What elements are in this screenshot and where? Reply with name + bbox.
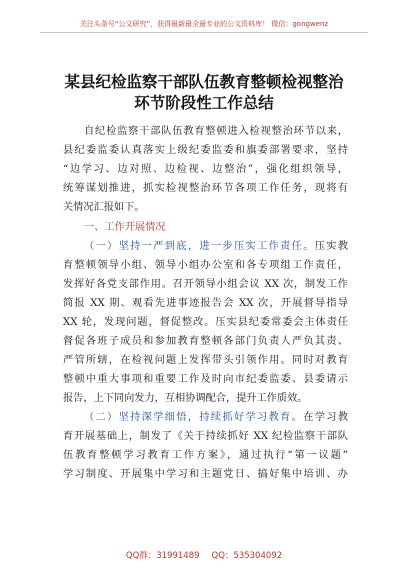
document-title-line-2: 环节阶段性工作总结 xyxy=(134,94,274,112)
item-2-line: 伍教育整顿学习教育工作方案》，通过执行“第一议题” xyxy=(63,450,348,461)
item-2-lead-line xyxy=(84,411,348,425)
intro-line: 统筹谋划推进，抓实检视整治环节各项工作任务，现将有 xyxy=(63,183,348,194)
intro-line: 县纪委监委认真落实上级纪委监委和旗委部署要求，坚持 xyxy=(63,145,348,156)
item-1-line: 报告，上下同向发力，互相协调配合，提升工作质效。 xyxy=(63,393,308,404)
item-1-subheading: （一）坚持一严到底，进一步压实工作责任。 xyxy=(84,241,315,252)
footer-qq-group: QQ群：31991489 xyxy=(125,551,200,561)
item-1-line: 督促各班子成员和参加教育整顿各部门负责人严负其责、 xyxy=(63,336,348,347)
item-2-line: 学习制度、开展集中学习和主题党日、搞好集中培训、办 xyxy=(63,469,348,480)
section-heading: 一、工作开展情况 xyxy=(84,222,166,233)
item-2-lead-rest: 在学习教 xyxy=(303,412,349,423)
item-1-line: 育整顿领导小组、领导小组办公室和各专项组工作责任， xyxy=(63,260,348,271)
item-1-lead-line xyxy=(84,240,348,254)
item-2-line: 育开展基础上，制发了《关于持续抓好 XX 纪检监察干部队 xyxy=(63,431,348,442)
document-title-line-1: 某县纪检监察干部队伍教育整顿检视整治 xyxy=(64,73,344,91)
item-1-lead-rest: 压实教 xyxy=(314,241,349,252)
intro-line: 自纪检监察干部队伍教育整顿进入检视整治环节以来， xyxy=(84,126,348,137)
header-banner: 关注头条号“公文研究”，获得最新最全最专业的公文资料库！ 微信：gongwenz xyxy=(79,20,329,28)
intro-line: “边学习、边对照、边检视、边整治”，强化组织领导， xyxy=(63,164,348,175)
item-1-line: XX 轮，发现问题，督促整改。压实县纪委常委会主体责任 xyxy=(63,317,348,328)
item-1-line: 整顿中重大事项和重要工作及时向市纪委监委、县委请示 xyxy=(63,374,348,385)
item-1-line: 发挥好各党支部作用。召开领导小组会议 XX 次，制发工作 xyxy=(63,279,348,290)
item-1-line: 严管所辖，在检视问题上发挥带头引领作用。同时对教育 xyxy=(63,355,348,366)
footer-qq: QQ：535304092 xyxy=(211,551,283,561)
item-1-line: 简报 XX 期、观看先进事迹报告会 XX 次，开展督导指导 xyxy=(63,298,348,309)
item-2-subheading: （二）坚持深学细悟，持续抓好学习教育。 xyxy=(84,412,304,423)
header-divider xyxy=(40,32,368,33)
intro-line: 关情况汇报如下。 xyxy=(63,202,145,213)
footer-contact xyxy=(0,549,408,561)
